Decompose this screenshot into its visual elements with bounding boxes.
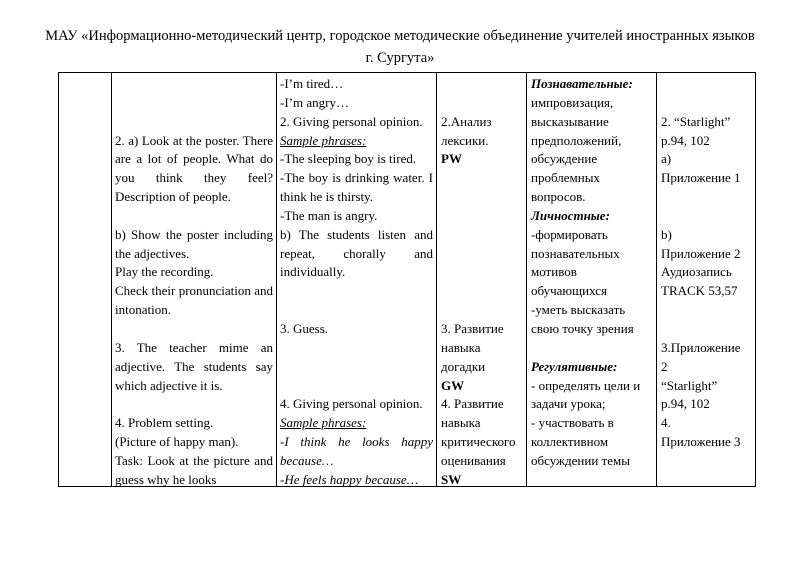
cell-line: b) The students listen and repeat, chorally and individually.	[280, 226, 433, 280]
cell-line: 2. “Starlight”	[661, 113, 731, 129]
cell-line: -I think he looks happy because…	[280, 434, 433, 468]
blank-line	[661, 188, 751, 207]
cell-line: 3. The teacher mime an adjective. The students say which adjective it is.	[115, 339, 273, 393]
cell-line: Sample phrases:	[280, 415, 367, 431]
blank-line	[661, 207, 751, 226]
cell-line: 3.Приложение	[661, 339, 741, 355]
cell-line: 2	[661, 358, 668, 374]
blank-line	[280, 301, 433, 320]
cell-line: 4. Развитие навыка критического оценивания	[441, 396, 516, 468]
cell-line: 3. Развитие навыка догадки	[441, 320, 504, 374]
cell-line: Познавательные:	[531, 76, 633, 91]
cell-line: -The sleeping boy is tired.	[280, 151, 417, 167]
blank-line	[441, 188, 522, 207]
blank-line	[441, 301, 522, 320]
table-column-uud-outcomes	[527, 73, 657, 486]
cell-line: Личностные:	[531, 207, 610, 223]
cell-line: -уметь высказать свою точку зрения	[531, 302, 634, 336]
cell-line: -формировать познавательных мотивов обучающихся	[531, 226, 620, 299]
cell-line: - определять цели и задачи урока;	[531, 377, 641, 412]
blank-line	[661, 75, 751, 94]
cell-line: “Starlight”	[661, 377, 718, 393]
blank-line	[441, 207, 522, 226]
document-header	[0, 25, 800, 69]
cell-line: (Picture of happy man).	[115, 434, 239, 450]
cell-line: 4. Problem setting.	[115, 415, 214, 431]
blank-line	[661, 320, 751, 339]
cell-line: импровизация, высказывание предположений, обсуждение проблемных вопросов.	[531, 94, 622, 205]
cell-line: SW	[441, 471, 462, 486]
cell-line: Регулятивные:	[531, 358, 618, 374]
cell-line: TRACK 53,57	[661, 283, 738, 299]
cell-line: -The man is angry.	[280, 207, 378, 223]
table-column-empty	[59, 73, 112, 486]
blank-line	[661, 301, 751, 320]
blank-line	[280, 339, 433, 358]
table-column-skills-work-modes	[437, 73, 527, 486]
document-header-line1: МАУ «Информационно-методический центр, городское методические объединение учителей иностранных языков	[45, 28, 755, 44]
blank-line	[115, 320, 273, 339]
cell-line: 2.Анализ лексики.	[441, 113, 492, 148]
blank-line	[441, 263, 522, 282]
cell-line: 2. Giving personal opinion.	[280, 113, 423, 129]
cell-line: Check their pronunciation and intonation.	[115, 283, 273, 318]
blank-line	[441, 226, 522, 245]
blank-line	[441, 282, 522, 301]
blank-line	[441, 75, 522, 94]
blank-line	[115, 75, 273, 94]
cell-line: -The boy is drinking water. I think he is thirsty.	[280, 170, 433, 205]
blank-line	[441, 94, 522, 113]
blank-line	[280, 358, 433, 377]
blank-line	[115, 94, 273, 113]
cell-line: Приложение 2	[661, 245, 741, 261]
cell-line: Play the recording.	[115, 264, 214, 280]
cell-line: -I’m angry…	[280, 94, 349, 110]
cell-line: 3. Guess.	[280, 320, 329, 336]
cell-line: p.94, 102	[661, 396, 710, 412]
table-column-resources	[657, 73, 755, 486]
cell-line: b) Show the poster including the adjectives.	[115, 226, 273, 261]
table-column-teacher-activities	[112, 73, 277, 486]
blank-line	[115, 395, 273, 414]
cell-line: -He feels happy because…	[280, 471, 419, 486]
document-header-line2: г. Сургута»	[365, 50, 435, 66]
lesson-plan-table	[58, 72, 756, 487]
cell-line: Аудиозапись	[661, 264, 732, 280]
blank-line	[115, 207, 273, 226]
cell-line: 4. Giving personal opinion.	[280, 396, 423, 412]
blank-line	[661, 94, 751, 113]
cell-line: -I’m tired…	[280, 76, 344, 91]
cell-line: GW	[441, 377, 465, 393]
cell-line: - участвовать в коллективном обсуждении темы	[531, 415, 630, 468]
blank-line	[531, 339, 652, 358]
cell-line: PW	[441, 151, 462, 167]
cell-line: Sample phrases:	[280, 132, 367, 148]
blank-line	[280, 282, 433, 301]
cell-line: 2. a) Look at the poster. There are a lot of people. What do you think they feel? Description of people.	[115, 132, 273, 205]
cell-line: Приложение 1	[661, 170, 741, 186]
table-column-sample-phrases	[277, 73, 437, 486]
blank-line	[115, 113, 273, 132]
blank-line	[441, 245, 522, 264]
cell-line: Task: Look at the picture and guess why he looks	[115, 452, 273, 486]
cell-line: Приложение 3	[661, 434, 741, 450]
cell-line: 4.	[661, 415, 671, 431]
cell-line: b)	[661, 226, 672, 242]
blank-line	[441, 169, 522, 188]
blank-line	[280, 377, 433, 396]
cell-line: p.94, 102	[661, 132, 710, 148]
cell-line: a)	[661, 151, 672, 167]
